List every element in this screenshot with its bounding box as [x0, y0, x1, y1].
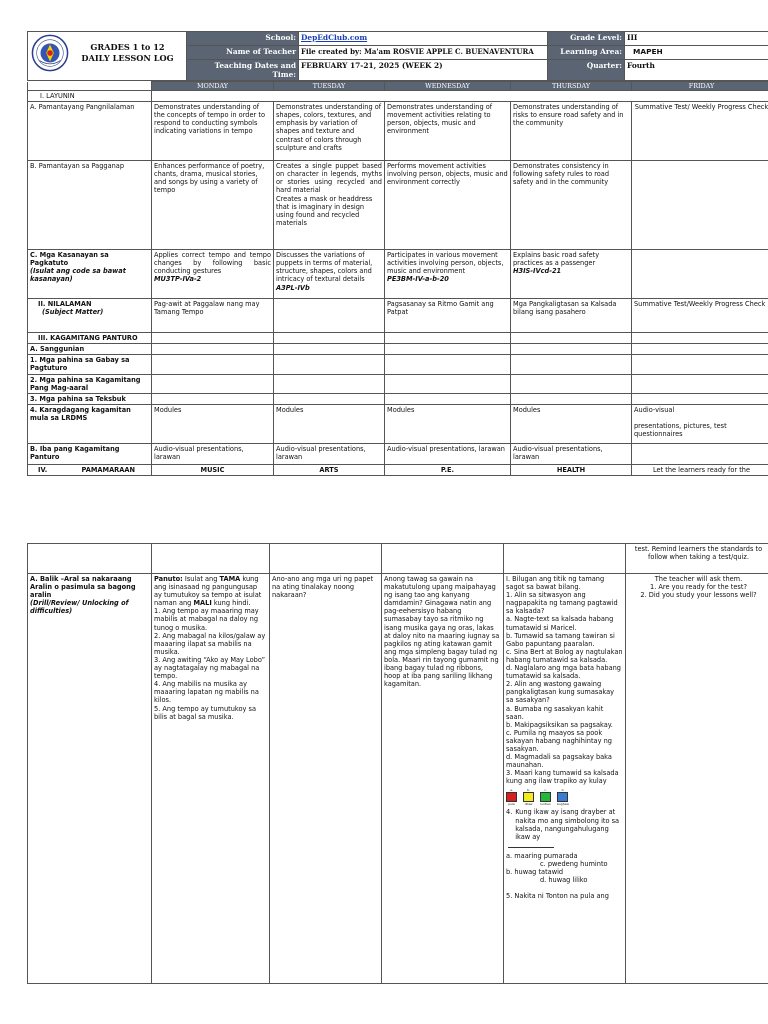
- thu-line: 3. Maari kang tumawid sa kalsada kung ang ilaw trapiko ay kulay: [506, 769, 619, 786]
- subject-music: MUSIC: [152, 464, 274, 475]
- mon-panuto: Panuto:: [154, 575, 183, 583]
- thu-line: b. Makipagsiksikan sa pagsakay.: [506, 720, 613, 729]
- lr-thu: Modules: [511, 404, 632, 443]
- row-nilalaman: [28, 299, 768, 333]
- lesson-log-part2: [27, 543, 768, 984]
- nil-label-cell: [28, 299, 152, 333]
- balik-mon: [152, 574, 270, 984]
- row-c-label-cell: [28, 250, 152, 299]
- row-c-tue-text: Discusses the variations of puppets in terms of material, structure, shapes, colors and intricacy of textural details: [276, 251, 373, 284]
- balik-thu: [504, 574, 626, 984]
- row-a-tue: Demonstrates understanding of shapes, colors, textures, and emphasis by variation of shapes and texture and contrast of colors through sculpture and crafts: [274, 102, 385, 161]
- lr-wed: Modules: [385, 404, 511, 443]
- cont-wed: [382, 544, 504, 574]
- row-b-label: B. Pamantayan sa Pagganap: [28, 161, 152, 250]
- balik-row: [28, 574, 768, 984]
- day-wednesday: WEDNESDAY: [385, 82, 511, 91]
- lr-label: 4. Karagdagang kagamitan mula sa LRDMS: [28, 404, 152, 443]
- mag-tue: [274, 374, 385, 393]
- gabay-wed: [385, 355, 511, 374]
- kag-fri: [632, 333, 768, 344]
- teks-tue: [274, 393, 385, 404]
- thu-line: 2. Alin ang wastong gawaing pangkaligtasan kung sumasakay sa sasakyan?: [506, 680, 615, 705]
- mag-thu: [511, 374, 632, 393]
- row-sanggunian: [28, 344, 768, 355]
- mon-intro2: kung ang isinasaad ng pangungusap ay tumutukoy sa tempo at isulat naman ang: [154, 575, 262, 608]
- grades-title: GRADES 1 to 12: [90, 42, 165, 52]
- nil-wed: Pagsasanay sa Ritmo Gamit ang Patpat: [385, 299, 511, 333]
- quarter-value: Fourth: [625, 60, 768, 81]
- row-c-tue-code: A3PL-IVb: [276, 283, 310, 292]
- kag-tue: [274, 333, 385, 344]
- thu-q4-d: d. huwag liliko: [540, 876, 588, 885]
- days-blank: [28, 82, 152, 91]
- row-c-fri: [632, 250, 768, 299]
- lr-mon: Modules: [152, 404, 274, 443]
- cont-label: [28, 544, 152, 574]
- row-c-label: C. Mga Kasanayan sa Pagkatuto: [30, 251, 109, 268]
- iba-tue: Audio-visual presentations, larawan: [274, 443, 385, 464]
- iba-mon: Audio-visual presentations, larawan: [152, 443, 274, 464]
- thu-line: a. Nagte-text sa kalsada habang tumatawid si Maricel.: [506, 615, 614, 632]
- balik-wed: Anong tawag sa gawain na makatutulong upang maipahayag ng isang tao ang kanyang damdamin? Ginagawa natin ang pag-eehersisyo habang sumasabay tayo sa ritmiko ng isang musika gaya ng oras, lakas at daloy nito na maaring iugnay sa pagkilos ng ating katawan gamit ang mga simpleng bagay tulad ng bola. Maari rin tayong gumamit ng ibang bagay tulad ng ribbons, hoop at iba pang sariling likhang kagamitan.: [382, 574, 504, 984]
- balik-label: A. Balik –Aral sa nakaraang Aralin o pasimula sa bagong aralin: [30, 575, 136, 600]
- teks-wed: [385, 393, 511, 404]
- sang-mon: [152, 344, 274, 355]
- gabay-mon: [152, 355, 274, 374]
- thu-q4-text: Kung ikaw ay isang drayber at nakita mo ang simbolong ito sa kalsada, nangungahulugang ikaw ay: [515, 808, 620, 841]
- mag-wed: [385, 374, 511, 393]
- light-caption: bughaw: [557, 802, 569, 807]
- answer-blank-line: [508, 845, 554, 848]
- blue-square-icon: [557, 792, 568, 802]
- balik-label-cell: [28, 574, 152, 984]
- thu-q4-b: b. huwag tatawid: [506, 868, 564, 876]
- iba-fri: [632, 443, 768, 464]
- day-friday: FRIDAY: [632, 82, 768, 91]
- traffic-light-options: [506, 788, 623, 806]
- light-option[interactable]: [540, 788, 551, 806]
- thu-q4-a: a. maaring pumarada: [506, 851, 578, 860]
- thu-line: c. Sina Bert at Bolog ay nagtulakan habang tumatawid sa kalsada.: [506, 647, 623, 664]
- cont-fri: test. Remind learners the standards to follow when taking a test/quiz.: [626, 544, 768, 574]
- thu-line: b. Tumawid sa tamang tawiran si Gabo papuntang paaralan.: [506, 631, 615, 648]
- cont-tue: [270, 544, 382, 574]
- light-option[interactable]: [506, 788, 517, 806]
- cont-row: [28, 544, 768, 574]
- row-c-mon-text: Applies correct tempo and tempo changes by following basic conducting gestures: [154, 251, 271, 276]
- kag-label: III. KAGAMITANG PANTURO: [28, 333, 152, 344]
- day-thursday: THURSDAY: [511, 82, 632, 91]
- days-row: [28, 82, 768, 91]
- row-c-thu-text: Explains basic road safety practices as a passenger: [513, 251, 600, 268]
- green-square-icon: [540, 792, 551, 802]
- teacher-label: Name of Teacher: [187, 46, 299, 60]
- balik-sub: (Drill/Review/ Unlocking of difficulties): [30, 599, 129, 616]
- mon-intro3: kung hindi.: [211, 599, 251, 608]
- row-c-thu: [511, 250, 632, 299]
- day-tuesday: TUESDAY: [274, 82, 385, 91]
- row-c-thu-code: H3IS-IVcd-21: [513, 267, 562, 276]
- school-link[interactable]: DepEdClub.com: [301, 33, 368, 42]
- day-monday: MONDAY: [152, 82, 274, 91]
- nil-mon: Pag-awit at Paggalaw nang may Tamang Tempo: [152, 299, 274, 333]
- row-pamamaraan: [28, 464, 768, 475]
- iba-label: B. Iba pang Kagamitang Panturo: [28, 443, 152, 464]
- row-gabay: [28, 355, 768, 374]
- mon-item: 1. Ang tempo ay maaaring may mabilis at mabagal na daloy ng tunog o musika.: [154, 607, 259, 632]
- sang-fri: [632, 344, 768, 355]
- quarter-label: Quarter:: [548, 60, 625, 81]
- subject-pe: P.E.: [385, 464, 511, 475]
- pam-fri: Let the learners ready for the: [632, 464, 768, 475]
- pam-label: PAMAMARAAN: [81, 465, 135, 474]
- row-b-tue-2: Creates a mask or headdress that is imaginary in design using found and recycled materials: [276, 194, 373, 227]
- sang-thu: [511, 344, 632, 355]
- thu-line: I. Bilugan ang titik ng tamang sagot sa bawat bilang.: [506, 575, 605, 592]
- row-c-wed-code: PE3BM-IV-a-b-20: [387, 275, 449, 284]
- row-magaaral: [28, 374, 768, 393]
- school-value[interactable]: [299, 32, 548, 46]
- mon-mali: MALI: [193, 599, 212, 608]
- row-lrdms: [28, 404, 768, 443]
- pam-cell: [28, 464, 152, 475]
- subject-health: HEALTH: [511, 464, 632, 475]
- layunin-blank: [152, 91, 768, 102]
- mon-item: 2. Ang mabagal na kilos/galaw ay maaaring ilapat sa mabilis na musika.: [154, 631, 266, 656]
- light-letter: c.: [544, 788, 547, 793]
- light-option[interactable]: [523, 788, 534, 806]
- row-b: [28, 161, 768, 250]
- row-kagamitan: [28, 333, 768, 344]
- header-logo-cell: [28, 32, 187, 81]
- red-square-icon: [506, 792, 517, 802]
- pam-num: IV.: [38, 465, 48, 474]
- row-c: [28, 250, 768, 299]
- subject-arts: ARTS: [274, 464, 385, 475]
- light-caption: pula: [508, 802, 515, 807]
- fri-line: 1. Are you ready for the test?: [650, 583, 747, 592]
- thu-q5: 5. Nakita ni Tonton na pula ang: [506, 892, 609, 901]
- light-letter: a.: [510, 788, 513, 793]
- kag-mon: [152, 333, 274, 344]
- thu-line: d. Naglalaro ang mga bata habang tumatawid sa kalsada.: [506, 664, 621, 681]
- teks-label: 3. Mga pahina sa Teksbuk: [28, 393, 152, 404]
- gabay-tue: [274, 355, 385, 374]
- iba-wed: Audio-visual presentations, larawan: [385, 443, 511, 464]
- row-b-tue: [274, 161, 385, 250]
- balik-tue: Ano-ano ang mga uri ng papet na ating tinalakay noong nakaraan?: [270, 574, 382, 984]
- teks-fri: [632, 393, 768, 404]
- light-letter: b.: [527, 788, 530, 793]
- thu-line: 1. Alin sa sitwasyon ang nagpapakita ng tamang pagtawid sa kalsada?: [506, 591, 618, 616]
- mag-fri: [632, 374, 768, 393]
- mon-item: 3. Ang awiting “Ako ay May Lobo” ay nagtatagalay ng mabagal na tempo.: [154, 655, 266, 681]
- lesson-log-part1: [27, 31, 768, 476]
- row-c-sub: (Isulat ang code sa bawat kasanayan): [30, 267, 126, 284]
- nil-sub: (Subject Matter): [42, 308, 104, 317]
- grade-value: III: [625, 32, 768, 46]
- nil-thu: Mga Pangkaligtasan sa Kalsada bilang isang pasahero: [511, 299, 632, 333]
- deped-seal-icon: [31, 34, 69, 72]
- thu-line: a. Bumaba ng sasakyan kahit saan.: [506, 704, 604, 721]
- teks-mon: [152, 393, 274, 404]
- mon-tama: TAMA: [219, 575, 241, 583]
- gabay-fri: [632, 355, 768, 374]
- school-label: School:: [187, 32, 299, 46]
- row-a-fri: Summative Test/ Weekly Progress Check: [632, 102, 768, 161]
- row-iba: [28, 443, 768, 464]
- lr-fri-1: Audio-visual: [634, 405, 675, 414]
- sang-wed: [385, 344, 511, 355]
- header-table: [27, 31, 768, 81]
- light-caption: dilaw: [524, 802, 533, 807]
- row-a: [28, 102, 768, 161]
- lr-fri-2: presentations, pictures, test questionnaires: [634, 421, 727, 439]
- row-a-label: A. Pamantayang Pangnilalaman: [28, 102, 152, 161]
- row-teksbuk: [28, 393, 768, 404]
- sang-tue: [274, 344, 385, 355]
- kag-wed: [385, 333, 511, 344]
- thu-line: d. Magmadali sa pagsakay baka maunahan.: [506, 753, 612, 770]
- nil-tue: [274, 299, 385, 333]
- thu-q4: [506, 808, 623, 840]
- light-option[interactable]: [557, 788, 569, 806]
- nil-fri: Summative Test/Weekly Progress Check: [632, 299, 768, 333]
- area-label: Learning Area:: [548, 46, 625, 60]
- row-b-mon: Enhances performance of poetry, chants, drama, musical stories, and songs by using a variety of tempo: [152, 161, 274, 250]
- dates-value: FEBRUARY 17-21, 2025 (WEEK 2): [299, 60, 548, 81]
- lesson-table: [27, 81, 768, 476]
- thu-q4-num: 4.: [506, 808, 513, 817]
- light-caption: luntian: [540, 802, 551, 807]
- thu-q4-c: c. pwedeng huminto: [540, 859, 608, 868]
- yellow-square-icon: [523, 792, 534, 802]
- kag-thu: [511, 333, 632, 344]
- row-c-tue: [274, 250, 385, 299]
- row-b-tue-1: Creates a single puppet based on character in legends, myths or stories using recycled and hard material: [276, 162, 382, 195]
- row-c-wed-text: Participates in various movement activities involving person, objects, music and environment: [387, 251, 504, 276]
- grade-label: Grade Level:: [548, 32, 625, 46]
- mon-item: 5. Ang tempo ay tumutukoy sa bilis at bagal sa musika.: [154, 704, 257, 721]
- sang-label: A. Sanggunian: [28, 344, 152, 355]
- fri-line: The teacher will ask them.: [654, 575, 743, 583]
- cont-thu: [504, 544, 626, 574]
- row-a-wed: Demonstrates understanding of movement activities relating to person, objects, music and environment: [385, 102, 511, 161]
- row-b-thu: Demonstrates consistency in following safety rules to road safety and in the community: [511, 161, 632, 250]
- row-b-wed: Performs movement activities involving person, objects, music and environment correctly: [385, 161, 511, 250]
- dates-label: Teaching Dates and Time:: [187, 60, 299, 81]
- light-letter: d.: [561, 788, 565, 793]
- row-a-thu: Demonstrates understanding of risks to ensure road safety and in the community: [511, 102, 632, 161]
- row-c-wed: [385, 250, 511, 299]
- row-c-mon: [152, 250, 274, 299]
- fri-line: 2. Did you study your lessons well?: [640, 591, 757, 600]
- mag-label: 2. Mga pahina sa Kagamitang Pang Mag-aaral: [28, 374, 152, 393]
- balik-fri: [626, 574, 768, 984]
- layunin-label: I. LAYUNIN: [28, 91, 152, 102]
- gabay-label: 1. Mga pahina sa Gabay sa Pagtuturo: [28, 355, 152, 374]
- iba-thu: Audio-visual presentations, larawan: [511, 443, 632, 464]
- mag-mon: [152, 374, 274, 393]
- cont-mon: [152, 544, 270, 574]
- thu-line: c. Pumila ng maayos sa pook sakayan habang naghihintay ng sasakyan.: [506, 728, 612, 753]
- lr-fri: [632, 404, 768, 443]
- area-value: MAPEH: [625, 46, 768, 60]
- nil-label: II. NILALAMAN: [38, 300, 92, 309]
- log-title: DAILY LESSON LOG: [81, 53, 174, 63]
- row-a-mon: Demonstrates understanding of the concepts of tempo in order to respond to conducting symbols indicating variations in tempo: [152, 102, 274, 161]
- gabay-thu: [511, 355, 632, 374]
- row-c-mon-code: MU3TP-IVa-2: [154, 275, 202, 284]
- teacher-value: File created by: Ma'am ROSVIE APPLE C. BUENAVENTURA: [299, 46, 548, 60]
- teks-thu: [511, 393, 632, 404]
- mon-intro1: Isulat ang: [182, 575, 220, 583]
- layunin-row: [28, 91, 768, 102]
- row-b-fri: [632, 161, 768, 250]
- mon-item: 4. Ang mabilis na musika ay maaaring lapatan ng mabilis na kilos.: [154, 680, 259, 705]
- mon-instructions: [154, 575, 267, 607]
- lesson-table-cont: [27, 543, 768, 984]
- lr-tue: Modules: [274, 404, 385, 443]
